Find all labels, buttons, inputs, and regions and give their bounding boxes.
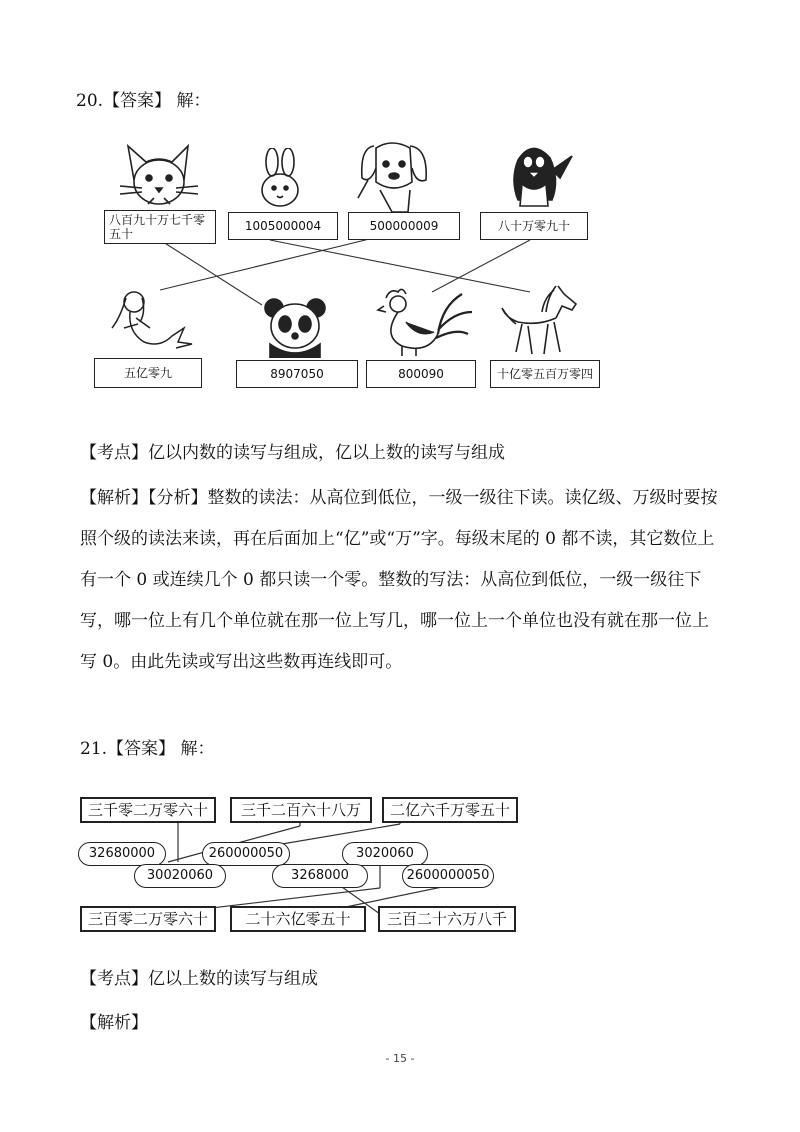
q21-top-rect-2: 三千二百六十八万 [230,797,372,823]
q21-matching-figure [0,780,800,940]
panda-icon [262,296,328,358]
q20-jiexi: 【解析】【分析】整数的读法：从高位到低位，一级一级往下读。读亿级、万级时要按照个级的读法来读，再在后面加上“亿”或“万”字。每级末尾的 0 都不读，其它数位上有一个 0 或连续几个 0 都只读一个零。整数的写法：从高位到低位，一级一级往下写，哪一位上有几个单位就在那一位上写几，哪一位上一个单位也没有就在那一位上写 0。由此先读或写出这些数再连线即可。 [80,488,718,672]
q21-jiexi: 【解析】 [80,1013,148,1033]
mermaid-icon [100,288,196,356]
q20-bottom-box-2: 8907050 [236,360,358,388]
q21-pill-4: 30020060 [134,864,226,888]
q20-title: 20.【答案】 解： [76,91,211,111]
q21-pill-3: 3020060 [342,842,428,866]
q20-matching-figure [0,0,800,420]
q21-top-rect-3: 二亿六千万零五十 [382,797,518,823]
q20-top-box-1: 八百九十万七千零五十 [104,210,216,244]
penguin-icon [500,140,578,214]
q20-bottom-box-4: 十亿零五百万零四 [490,360,600,388]
q21-pill-1: 32680000 [78,842,166,866]
q21-kaodian: 【考点】亿以上数的读写与组成 [80,969,318,989]
q21-bottom-rect-1: 三百零二万零六十 [80,906,216,932]
rabbit-icon [250,148,310,212]
q21-top-rect-1: 三千零二万零六十 [80,797,216,823]
q21-title: 21.【答案】 解： [80,739,215,759]
q21-pill-5: 3268000 [272,864,368,888]
q20-top-box-4: 八十万零九十 [480,212,588,240]
rooster-icon [372,282,476,358]
q20-bottom-box-1: 五亿零九 [94,358,202,388]
dog-icon [352,138,436,214]
q21-pill-6: 2600000050 [402,864,494,888]
q20-bottom-box-3: 800090 [366,360,476,388]
q21-bottom-rect-3: 三百二十六万八千 [378,906,516,932]
horse-icon [498,282,584,358]
q20-kaodian: 【考点】亿以内数的读写与组成，亿以上数的读写与组成 [80,443,505,463]
page-number: - 15 - [385,1052,415,1065]
q20-top-box-2: 1005000004 [228,212,338,240]
q21-pill-2: 260000050 [202,842,290,866]
cat-icon [118,140,200,212]
q20-top-box-3: 500000009 [348,212,460,240]
q21-bottom-rect-2: 二十六亿零五十 [230,906,366,932]
